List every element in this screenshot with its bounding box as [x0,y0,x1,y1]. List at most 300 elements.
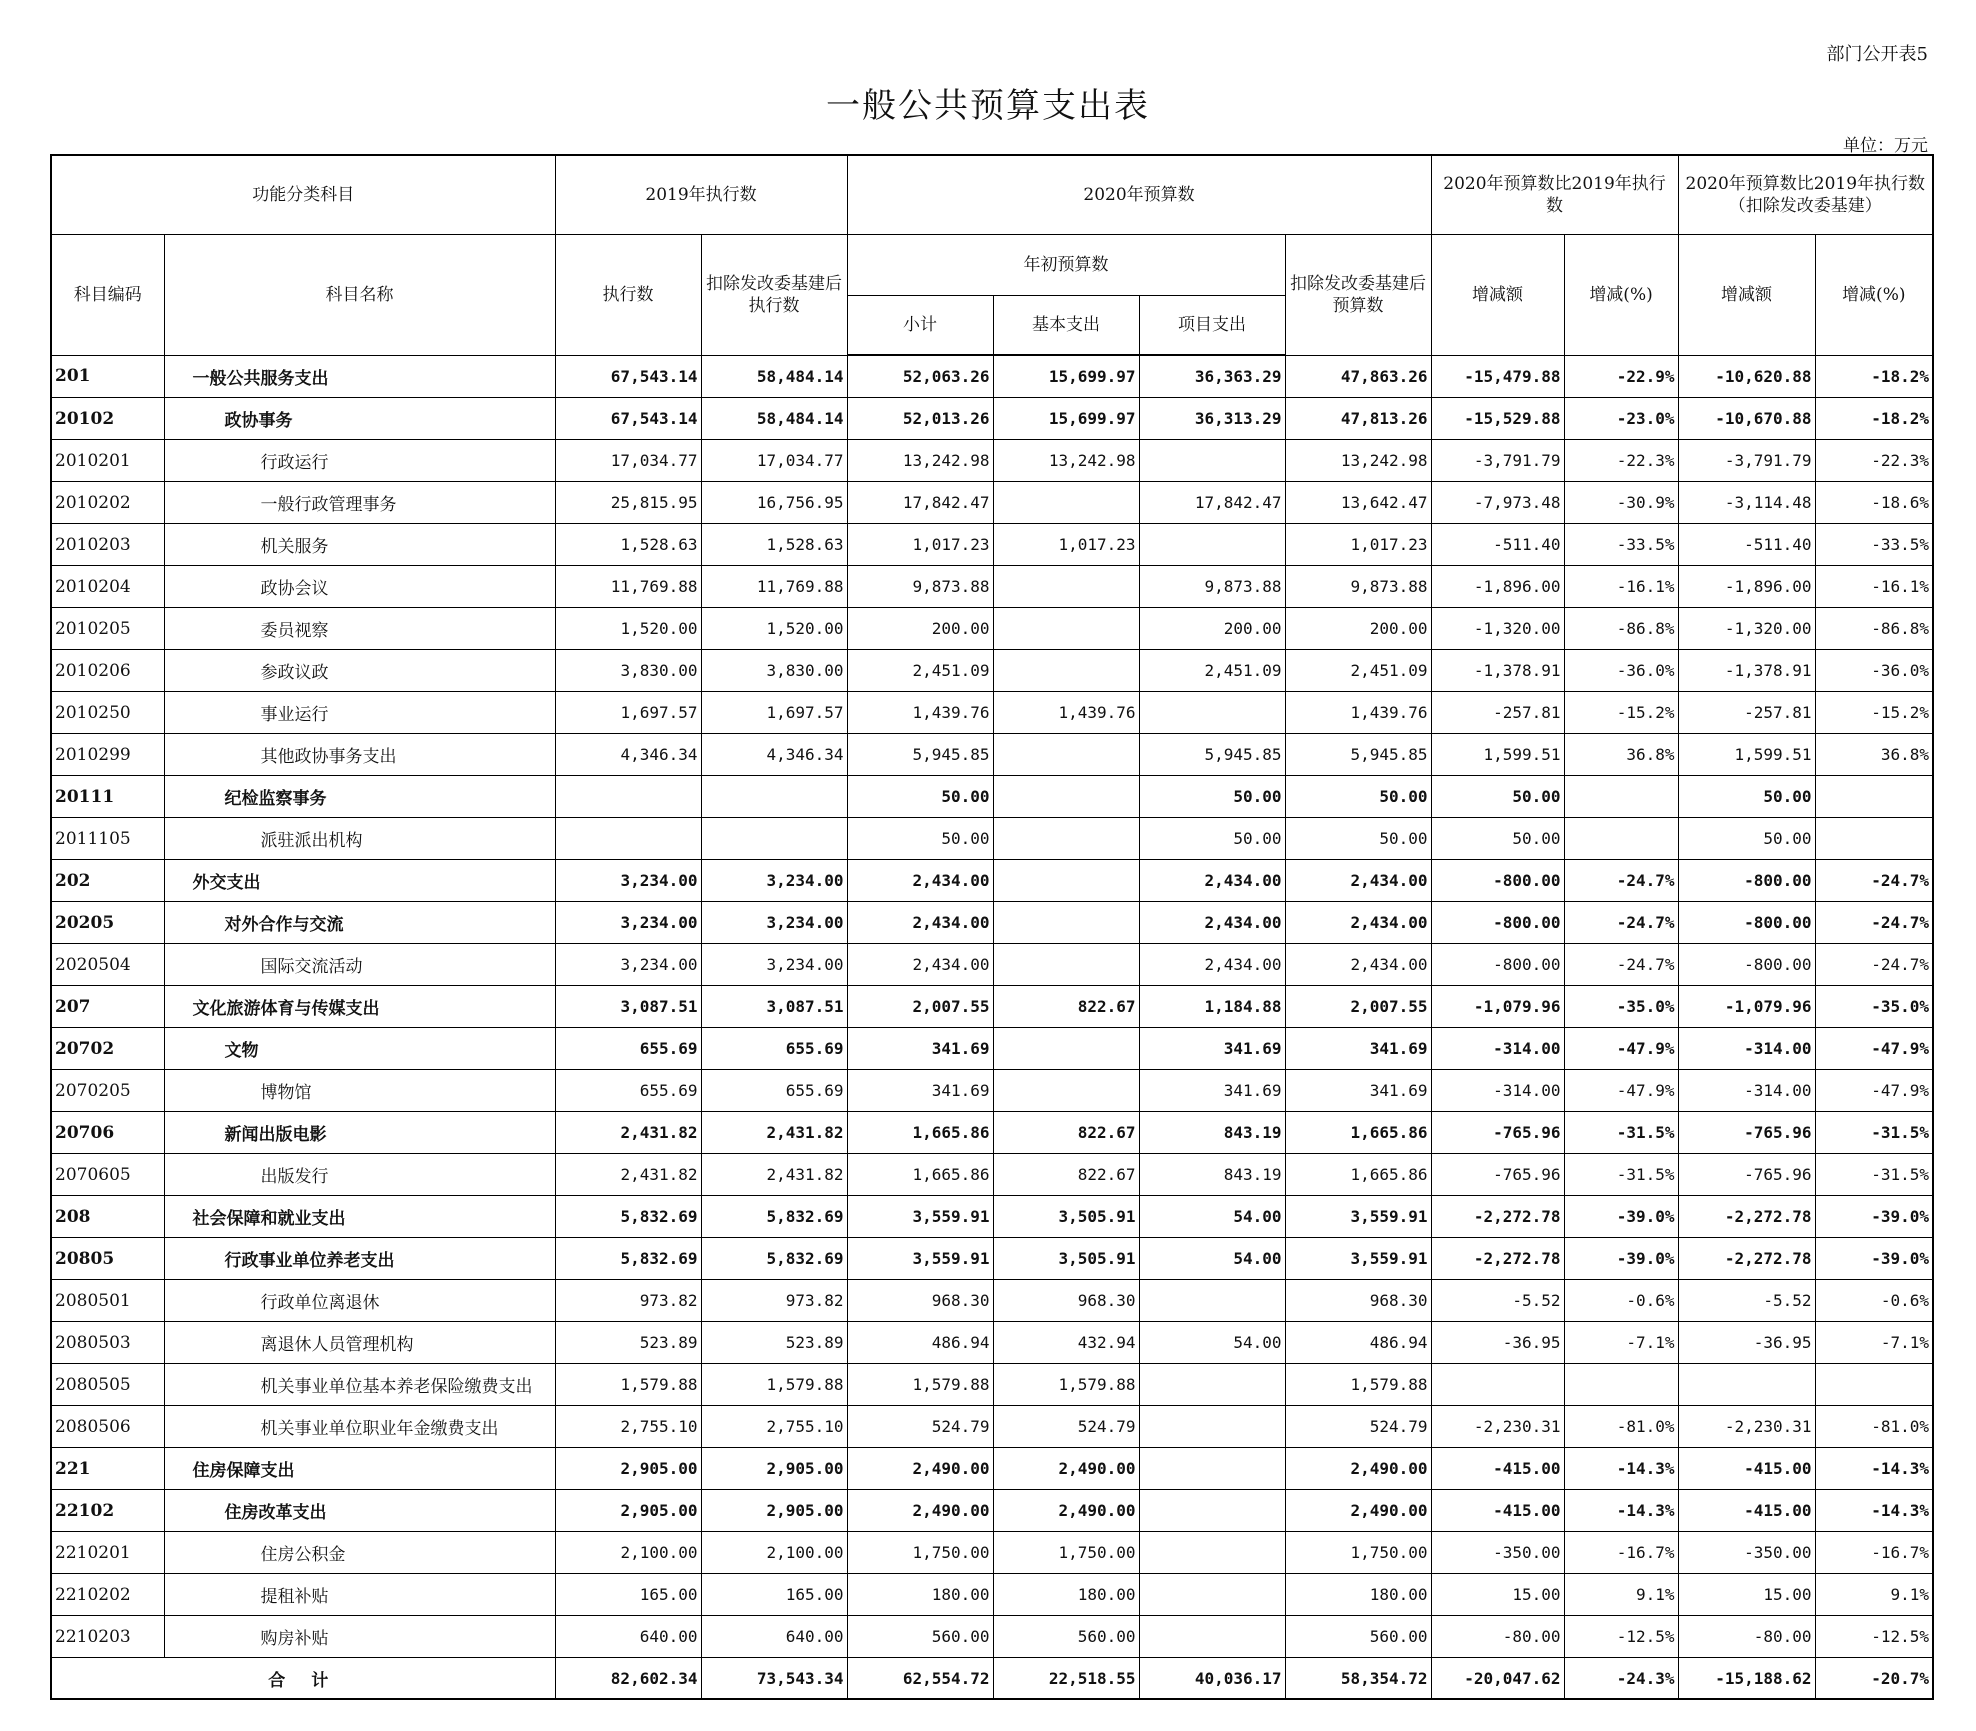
row-value: -33.5% [1815,524,1933,566]
row-value: 3,087.51 [555,986,701,1028]
row-value: -800.00 [1431,944,1564,986]
row-value: 1,750.00 [1285,1532,1431,1574]
row-value: -2,230.31 [1431,1406,1564,1448]
row-code: 2010250 [51,692,164,734]
row-value: 4,346.34 [555,734,701,776]
row-value: -2,272.78 [1678,1238,1815,1280]
row-value: -36.95 [1678,1322,1815,1364]
row-value: 655.69 [555,1070,701,1112]
row-value: 3,234.00 [701,944,847,986]
row-name: 文物 [164,1028,555,1070]
row-code: 2010299 [51,734,164,776]
table-row [51,1616,1933,1658]
row-value [1139,1280,1285,1322]
table-row [51,1364,1933,1406]
row-value [1139,1490,1285,1532]
row-value: -800.00 [1678,944,1815,986]
table-row [51,1532,1933,1574]
row-value: -7.1% [1564,1322,1678,1364]
row-value: 13,242.98 [847,440,993,482]
header-diff-vs-2019: 2020年预算数比2019年执行数 [1431,155,1678,235]
table-row [51,1490,1933,1532]
row-value [993,650,1139,692]
row-value: -81.0% [1815,1406,1933,1448]
table-row [51,1028,1933,1070]
row-value: -33.5% [1564,524,1678,566]
header-code: 科目编码 [51,235,164,356]
row-value: 524.79 [1285,1406,1431,1448]
row-value: 2,434.00 [847,860,993,902]
row-value: 822.67 [993,986,1139,1028]
table-row [51,1574,1933,1616]
row-value: 13,242.98 [1285,440,1431,482]
total-value: -20,047.62 [1431,1658,1564,1700]
row-value: -23.0% [1564,398,1678,440]
row-value: -14.3% [1815,1490,1933,1532]
row-value [1139,1364,1285,1406]
header-name: 科目名称 [164,235,555,356]
row-value: -314.00 [1431,1070,1564,1112]
row-value: -2,230.31 [1678,1406,1815,1448]
row-value: 5,945.85 [847,734,993,776]
row-value: -800.00 [1678,902,1815,944]
row-value: 822.67 [993,1154,1139,1196]
row-value: 486.94 [1285,1322,1431,1364]
row-value: 655.69 [701,1028,847,1070]
table-row [51,1406,1933,1448]
row-value: 15,699.97 [993,355,1139,398]
row-value: -314.00 [1678,1028,1815,1070]
row-value: -800.00 [1678,860,1815,902]
row-value: 640.00 [701,1616,847,1658]
row-code: 2080501 [51,1280,164,1322]
row-value: 1,665.86 [1285,1154,1431,1196]
row-code: 22102 [51,1490,164,1532]
row-value [993,482,1139,524]
row-value: -765.96 [1431,1154,1564,1196]
table-row [51,1238,1933,1280]
row-value: 47,813.26 [1285,398,1431,440]
row-value: 2,755.10 [555,1406,701,1448]
row-value: -14.3% [1564,1490,1678,1532]
row-value: 2,100.00 [701,1532,847,1574]
row-value: 25,815.95 [555,482,701,524]
row-value: -415.00 [1431,1448,1564,1490]
row-value: 822.67 [993,1112,1139,1154]
row-value: -10,620.88 [1678,355,1815,398]
row-value: 3,505.91 [993,1196,1139,1238]
header-initial-budget: 年初预算数 [847,235,1285,296]
row-code: 221 [51,1448,164,1490]
row-value: -1,896.00 [1678,566,1815,608]
row-value: -24.7% [1564,944,1678,986]
row-value: 1,697.57 [555,692,701,734]
row-value: 2,490.00 [847,1448,993,1490]
row-value [993,818,1139,860]
header-change-pct-2: 增减(%) [1815,235,1933,356]
row-value: -5.52 [1678,1280,1815,1322]
row-value: 5,945.85 [1139,734,1285,776]
row-value: 2,451.09 [1285,650,1431,692]
row-value: 524.79 [847,1406,993,1448]
row-value: 2,434.00 [1285,944,1431,986]
row-value: -12.5% [1564,1616,1678,1658]
row-value: 3,559.91 [847,1196,993,1238]
header-function-class: 功能分类科目 [51,155,555,235]
row-name: 出版发行 [164,1154,555,1196]
row-name: 住房保障支出 [164,1448,555,1490]
row-value: -3,791.79 [1431,440,1564,482]
row-code: 2010202 [51,482,164,524]
total-value: -15,188.62 [1678,1658,1815,1700]
row-value: -86.8% [1815,608,1933,650]
row-name: 委员视察 [164,608,555,650]
row-name: 社会保障和就业支出 [164,1196,555,1238]
row-code: 20205 [51,902,164,944]
row-name: 行政运行 [164,440,555,482]
row-value: 9,873.88 [1285,566,1431,608]
row-value: -47.9% [1564,1028,1678,1070]
row-name: 参政议政 [164,650,555,692]
row-value: -257.81 [1678,692,1815,734]
table-row [51,818,1933,860]
row-value: -36.0% [1564,650,1678,692]
row-value: 341.69 [847,1028,993,1070]
total-label: 合 计 [51,1658,555,1700]
header-exec-2019: 2019年执行数 [555,155,847,235]
row-value: 3,559.91 [847,1238,993,1280]
row-value: -800.00 [1431,902,1564,944]
row-value: -1,079.96 [1678,986,1815,1028]
row-value: -7,973.48 [1431,482,1564,524]
row-value: 2,100.00 [555,1532,701,1574]
row-code: 2010206 [51,650,164,692]
row-value: 2,431.82 [701,1154,847,1196]
row-name: 行政事业单位养老支出 [164,1238,555,1280]
row-value: -511.40 [1678,524,1815,566]
row-value [993,1028,1139,1070]
row-value: -36.95 [1431,1322,1564,1364]
row-value: 3,234.00 [555,944,701,986]
row-value: -12.5% [1815,1616,1933,1658]
row-value: -39.0% [1564,1238,1678,1280]
row-name: 其他政协事务支出 [164,734,555,776]
row-value: 640.00 [555,1616,701,1658]
row-code: 2011105 [51,818,164,860]
header-subtotal: 小计 [847,296,993,356]
table-row [51,1070,1933,1112]
header-diff-vs-2019-excl: 2020年预算数比2019年执行数（扣除发改委基建） [1678,155,1933,235]
row-value: 1,665.86 [847,1112,993,1154]
table-row [51,1448,1933,1490]
row-value [1139,1448,1285,1490]
table-row [51,860,1933,902]
row-value: 341.69 [1139,1028,1285,1070]
row-value: 50.00 [847,818,993,860]
header-exec: 执行数 [555,235,701,356]
row-value: 655.69 [701,1070,847,1112]
row-value: 2,434.00 [847,902,993,944]
row-value: -31.5% [1815,1112,1933,1154]
row-value: -765.96 [1678,1154,1815,1196]
row-code: 2020504 [51,944,164,986]
row-value: -14.3% [1564,1448,1678,1490]
table-row [51,986,1933,1028]
row-value: -15.2% [1815,692,1933,734]
row-value: -1,320.00 [1431,608,1564,650]
row-value: 3,234.00 [701,860,847,902]
row-value: 3,830.00 [555,650,701,692]
row-value [1815,776,1933,818]
row-value: 341.69 [1285,1028,1431,1070]
row-code: 2010201 [51,440,164,482]
header-change-pct: 增减(%) [1564,235,1678,356]
table-row [51,1154,1933,1196]
row-value [993,566,1139,608]
table-row [51,440,1933,482]
total-value: 40,036.17 [1139,1658,1285,1700]
row-value: 200.00 [1285,608,1431,650]
row-value: 3,234.00 [701,902,847,944]
row-value: 2,905.00 [701,1490,847,1532]
row-value: 1,579.88 [701,1364,847,1406]
row-value: 11,769.88 [555,566,701,608]
row-value: 2,490.00 [1285,1490,1431,1532]
row-value: 843.19 [1139,1112,1285,1154]
row-value: -80.00 [1678,1616,1815,1658]
row-name: 住房改革支出 [164,1490,555,1532]
row-value: 3,559.91 [1285,1238,1431,1280]
row-value: -3,791.79 [1678,440,1815,482]
row-value: 973.82 [701,1280,847,1322]
row-value: 341.69 [1139,1070,1285,1112]
row-value: 524.79 [993,1406,1139,1448]
total-value: 73,543.34 [701,1658,847,1700]
row-value: -15.2% [1564,692,1678,734]
row-value: 1,599.51 [1431,734,1564,776]
row-code: 20706 [51,1112,164,1154]
row-name: 国际交流活动 [164,944,555,986]
row-value: 486.94 [847,1322,993,1364]
total-value: 82,602.34 [555,1658,701,1700]
row-value: -7.1% [1815,1322,1933,1364]
row-name: 政协会议 [164,566,555,608]
row-name: 机关事业单位基本养老保险缴费支出 [164,1364,555,1406]
row-value: 4,346.34 [701,734,847,776]
row-value: -350.00 [1678,1532,1815,1574]
row-value: 2,490.00 [993,1448,1139,1490]
row-value: -15,529.88 [1431,398,1564,440]
row-value: 50.00 [1678,776,1815,818]
row-value: -24.7% [1564,902,1678,944]
row-value: 3,830.00 [701,650,847,692]
row-value: 3,234.00 [555,902,701,944]
row-value: -415.00 [1678,1490,1815,1532]
row-value: -415.00 [1678,1448,1815,1490]
row-value: 5,832.69 [701,1238,847,1280]
row-value: 1,017.23 [1285,524,1431,566]
row-value: 2,755.10 [701,1406,847,1448]
row-value: -1,896.00 [1431,566,1564,608]
row-value: -15,479.88 [1431,355,1564,398]
total-value: 58,354.72 [1285,1658,1431,1700]
row-value: 2,431.82 [555,1154,701,1196]
row-value: 1,520.00 [701,608,847,650]
row-value: 968.30 [993,1280,1139,1322]
row-value: -31.5% [1815,1154,1933,1196]
row-value [993,860,1139,902]
budget-expenditure-table [50,154,1934,1700]
row-code: 2070205 [51,1070,164,1112]
row-value [1139,524,1285,566]
row-value: 180.00 [847,1574,993,1616]
row-name: 离退休人员管理机构 [164,1322,555,1364]
row-value: 2,434.00 [1285,902,1431,944]
table-row [51,776,1933,818]
row-value: 1,579.88 [993,1364,1139,1406]
row-value [1564,818,1678,860]
table-row [51,524,1933,566]
row-value [555,776,701,818]
row-value: 2,434.00 [1139,902,1285,944]
row-value: -257.81 [1431,692,1564,734]
row-value: 1,528.63 [701,524,847,566]
row-value: 67,543.14 [555,398,701,440]
row-value: 2,490.00 [847,1490,993,1532]
row-value: -31.5% [1564,1154,1678,1196]
row-code: 201 [51,355,164,398]
row-value: 1,579.88 [847,1364,993,1406]
row-value: -39.0% [1815,1196,1933,1238]
row-value: 3,234.00 [555,860,701,902]
row-value: -36.0% [1815,650,1933,692]
row-value: 2,431.82 [555,1112,701,1154]
table-row [51,355,1933,398]
row-code: 2010204 [51,566,164,608]
row-value: 2,434.00 [1139,944,1285,986]
row-value: 36.8% [1815,734,1933,776]
row-value: 2,451.09 [1139,650,1285,692]
row-value: 341.69 [1285,1070,1431,1112]
total-value: 62,554.72 [847,1658,993,1700]
row-value: 16,756.95 [701,482,847,524]
row-value: 17,034.77 [701,440,847,482]
table-row [51,608,1933,650]
row-name: 博物馆 [164,1070,555,1112]
row-value: 3,505.91 [993,1238,1139,1280]
row-value: 13,242.98 [993,440,1139,482]
row-code: 2070605 [51,1154,164,1196]
row-value: 50.00 [1285,776,1431,818]
row-value: 50.00 [847,776,993,818]
row-value: 36,363.29 [1139,355,1285,398]
row-value: -35.0% [1815,986,1933,1028]
row-value [1139,692,1285,734]
total-value: -24.3% [1564,1658,1678,1700]
row-value: -24.7% [1815,944,1933,986]
row-code: 2210203 [51,1616,164,1658]
row-value: -24.7% [1564,860,1678,902]
row-value: 341.69 [847,1070,993,1112]
row-code: 20102 [51,398,164,440]
row-value: 968.30 [847,1280,993,1322]
row-value [1564,776,1678,818]
total-value: 22,518.55 [993,1658,1139,1700]
row-value: -350.00 [1431,1532,1564,1574]
row-value: 2,007.55 [1285,986,1431,1028]
row-code: 20805 [51,1238,164,1280]
row-value: -16.7% [1564,1532,1678,1574]
row-value: 523.89 [555,1322,701,1364]
row-value: -80.00 [1431,1616,1564,1658]
row-value: -800.00 [1431,860,1564,902]
row-value: 1,665.86 [847,1154,993,1196]
row-value: 1,017.23 [993,524,1139,566]
row-value [993,734,1139,776]
row-value: -511.40 [1431,524,1564,566]
row-value: -5.52 [1431,1280,1564,1322]
row-value: -35.0% [1564,986,1678,1028]
table-row [51,902,1933,944]
row-value: -14.3% [1815,1448,1933,1490]
row-value: -314.00 [1678,1070,1815,1112]
row-value: 5,832.69 [701,1196,847,1238]
row-value [1139,440,1285,482]
row-name: 提租补贴 [164,1574,555,1616]
row-value: 54.00 [1139,1238,1285,1280]
row-value [1678,1364,1815,1406]
row-value: 1,579.88 [1285,1364,1431,1406]
row-name: 一般公共服务支出 [164,355,555,398]
row-name: 机关服务 [164,524,555,566]
page-title: 一般公共预算支出表 [826,86,1150,126]
row-value: 50.00 [1431,818,1564,860]
row-value: 67,543.14 [555,355,701,398]
row-value: 200.00 [847,608,993,650]
row-value: -81.0% [1564,1406,1678,1448]
row-code: 202 [51,860,164,902]
row-value: 50.00 [1285,818,1431,860]
row-value: 165.00 [701,1574,847,1616]
row-value [993,1070,1139,1112]
row-value: 968.30 [1285,1280,1431,1322]
row-value: -3,114.48 [1678,482,1815,524]
row-value [1815,1364,1933,1406]
row-value: 2,451.09 [847,650,993,692]
row-value: 180.00 [993,1574,1139,1616]
row-value [1139,1574,1285,1616]
row-value: 54.00 [1139,1322,1285,1364]
row-value [993,902,1139,944]
row-value: 17,842.47 [1139,482,1285,524]
row-name: 一般行政管理事务 [164,482,555,524]
row-value [701,776,847,818]
row-value: -31.5% [1564,1112,1678,1154]
row-value: -314.00 [1431,1028,1564,1070]
row-value: 1,665.86 [1285,1112,1431,1154]
row-name: 派驻派出机构 [164,818,555,860]
row-value: 2,434.00 [847,944,993,986]
total-value: -20.7% [1815,1658,1933,1700]
table-row [51,482,1933,524]
row-value: -18.6% [1815,482,1933,524]
row-value: -39.0% [1815,1238,1933,1280]
row-value: 9.1% [1815,1574,1933,1616]
table-row [51,566,1933,608]
row-value: 50.00 [1431,776,1564,818]
row-value: -2,272.78 [1678,1196,1815,1238]
row-value: -1,378.91 [1678,650,1815,692]
